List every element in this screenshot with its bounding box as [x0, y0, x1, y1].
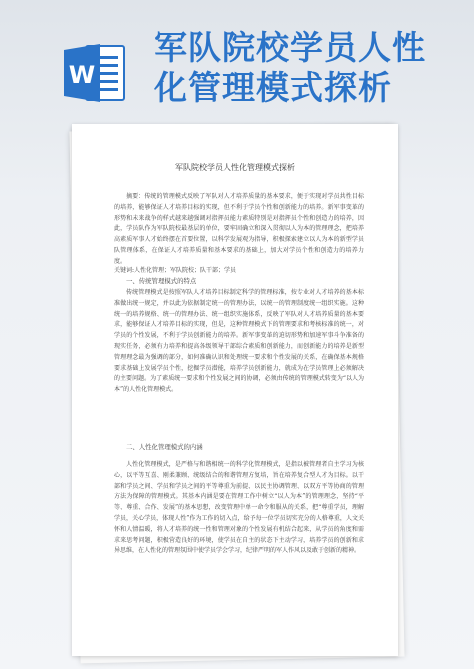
document-title: 军队院校学员人性化管理模式探析: [175, 163, 295, 172]
section-1-body: 传统管理模式是按照军队人才培养目标制定科学的管理标准，按专业对人才培养的基本标准做出统一规定，并以此为依据制定统一的管理办法，以统一的管理制度统一组织实施。这种统一的培养规格、统一的管理办法、统一组织实施体系，反映了军队对人才培养质量的基本要求，能够保证人才培养目标的实现，但是，这种管理模式下的管理要求和考核标准的统一，对学员的个性发展，不利于学员创新能力的培养。新军事变革的迫切形势和加速军事斗争准备的现实任务，必须有力培养和提高各级领导干部综合素质和创新能力，而创新能力的培养是新型管理理念最为强调的部分，如何准确认识和处理统一要求和个性发展的关系，在确保基本规格要求基础上发展学员个性，挖掘学员潜能，培养学员创新能力，就成为在学员管理上必须解决的主要问题。为了素质统一要求和个性发展之间的协调，必须由传统的管理模式转变为“以人为本”的人性化管理模式。: [114, 289, 364, 394]
page-title: 军队院校学员人性化管理模式探析: [154, 28, 426, 107]
section-1-heading: 一、传统管理模式的特点: [126, 277, 197, 285]
abstract-paragraph: 摘要：传统的管理模式反映了军队对人才培养质量的基本要求，便于实现对学员共性目标的培养，能够保证人才培养目标的实现，但不利于学员个性和创新能力的培养。新军事变革的形势和未来战争的样式越来越强调对指挥员能力素质特别是对指挥员个性和创造力的培养，因此，学员队作为军队院校最基层的单位，要牢固确立和深入贯彻以人为本的管理理念，把培养高素质军事人才始终摆在首要位置，以科学发展观为指导，积极探索建立以人为本的新型学员队管理体系，在保证人才培养质量和基本要求的基础上，加大对学员个性和创造力的培养力度。: [114, 193, 364, 265]
word-icon-letter: W: [68, 61, 96, 89]
word-doc-icon: [64, 40, 126, 106]
document-page: [72, 124, 398, 656]
keywords-line: 关键词:人性化管理；军队院校；队干部；学员: [114, 267, 237, 274]
document-header: [0, 0, 474, 118]
section-2-body: 人性化管理模式，是严格与和谐相统一的科学化管理模式，是指以被管理者自主学习为核心，以平等互喜、刚柔兼顾、统级结合的和谐管理方复培，旨在培养复合型人才为目标。以干部和学员之间、学员和学员之间的平等尊重为前提、以民主协调管理、以双方平等协商的管理方法为保障的管理模式。其基本内涵是要在管理工作中树立“以人为本”的管理理念，坚持“平等、尊重、合作、发展”的基本思想，改变管理中单一命令和服从的关系，把“尊重学员，理解学员，关心学员，体现人性”作为工作的切入点，给予每一位学员切实充分的人格尊重，人文关怀和人情温暖，将人才培养的统一性和管理对象的个性发展有机结合起来，从学员的角度和需求来思考问题，积极营造良好的环境，使学员在自主的状态下主动学习，培养学员的创新和求异思维，在人性化的管理氛围中使学员学会学习，纪律严明的军人作风以及敢于创新的精神。: [114, 461, 364, 555]
section-2-heading: 二、人性化管理模式的内涵: [126, 443, 203, 451]
